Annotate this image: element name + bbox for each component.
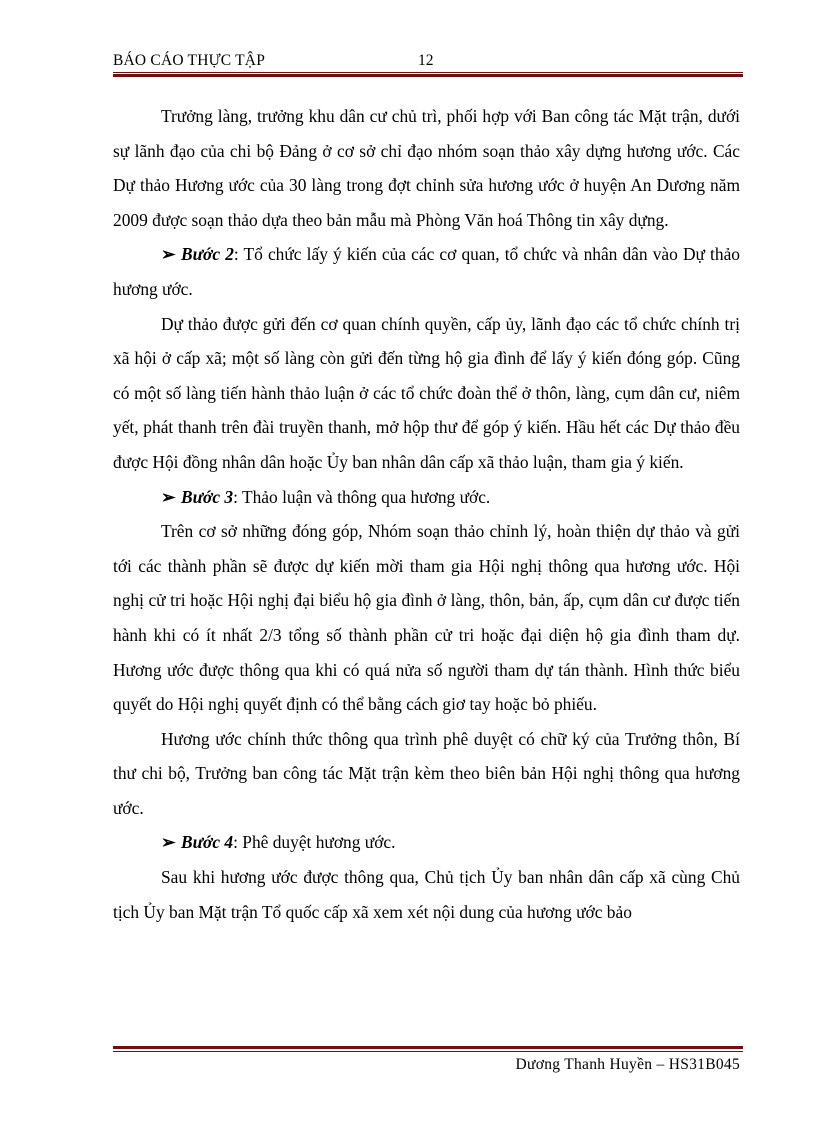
step-3-item (113, 480, 740, 515)
arrowhead-bullet-icon: ➢ (161, 486, 176, 507)
paragraph-3: Trên cơ sở những đóng góp, Nhóm soạn thảo chỉnh lý, hoàn thiện dự thảo và gửi tới các thành phần sẽ được dự kiến mời tham gia Hội nghị thông qua hương ước. Hội nghị cử tri hoặc Hội nghị đại biểu hộ gia đình ở làng, thôn, bản, ấp, cụm dân cư được tiến hành khi có ít nhất 2/3 tổng số thành phần cử tri hoặc đại diện hộ gia đình tham dự. Hương ước được thông qua khi có quá nửa số người tham dự tán thành. Hình thức biểu quyết do Hội nghị quyết định có thể bằng cách giơ tay hoặc bỏ phiếu. (113, 521, 740, 715)
header-title: BÁO CÁO THỰC TẬP (113, 52, 266, 69)
step-3-label: Bước 3 (181, 486, 234, 507)
step-3-text: : Thảo luận và thông qua hương ước. (233, 486, 491, 507)
arrowhead-bullet-icon: ➢ (161, 832, 176, 853)
step-2-label: Bước 2 (181, 244, 234, 265)
header-rule-thick (113, 74, 743, 77)
paragraph-1: Trưởng làng, trưởng khu dân cư chủ trì, phối hợp với Ban công tác Mặt trận, dưới sự lãnh đạo của chi bộ Đảng ở cơ sở chỉ đạo nhóm soạn thảo xây dựng hương ước. Các Dự thảo Hương ước của 30 làng trong đợt chỉnh sửa hương ước ở huyện An Dương năm 2009 được soạn thảo dựa theo bản mẫu mà Phòng Văn hoá Thông tin xây dựng. (113, 106, 740, 230)
arrowhead-bullet-icon: ➢ (161, 244, 176, 265)
step-4-text: : Phê duyệt hương ước. (233, 832, 396, 853)
footer-rule-thick (113, 1046, 743, 1049)
step-2-item (113, 237, 740, 306)
page-header (113, 52, 743, 72)
step-4-label: Bước 4 (181, 832, 234, 853)
header-rule-thin (113, 72, 743, 73)
paragraph-2: Dự thảo được gửi đến cơ quan chính quyền, cấp ủy, lãnh đạo các tổ chức chính trị xã hội ở cấp xã; một số làng còn gửi đến từng hộ gia đình để lấy ý kiến đóng góp. Cũng có một số làng tiến hành thảo luận ở các tổ chức đoàn thể ở thôn, làng, cụm dân cư, niêm yết, phát thanh trên đài truyền thanh, mở hộp thư để góp ý kiến. Hầu hết các Dự thảo đều được Hội đồng nhân dân hoặc Ủy ban nhân dân cấp xã thảo luận, tham gia ý kiến. (113, 313, 740, 472)
body-text (113, 99, 740, 929)
paragraph-4: Hương ước chính thức thông qua trình phê duyệt có chữ ký của Trưởng thôn, Bí thư chi bộ, Trưởng ban công tác Mặt trận kèm theo biên bản Hội nghị thông qua hương ước. (113, 728, 740, 818)
paragraph-5: Sau khi hương ước được thông qua, Chủ tịch Ủy ban nhân dân cấp xã cùng Chủ tịch Ủy ban Mặt trận Tổ quốc cấp xã xem xét nội dung của hương ước bảo (113, 867, 740, 922)
footer-author: Dương Thanh Huyền – HS31B045 (515, 1056, 740, 1073)
step-2-text: : Tổ chức lấy ý kiến của các cơ quan, tổ chức và nhân dân vào Dự thảo hương ước. (113, 244, 740, 299)
step-4-item (113, 825, 740, 860)
footer-rule-thin (113, 1051, 743, 1052)
page-number: 12 (418, 52, 434, 69)
